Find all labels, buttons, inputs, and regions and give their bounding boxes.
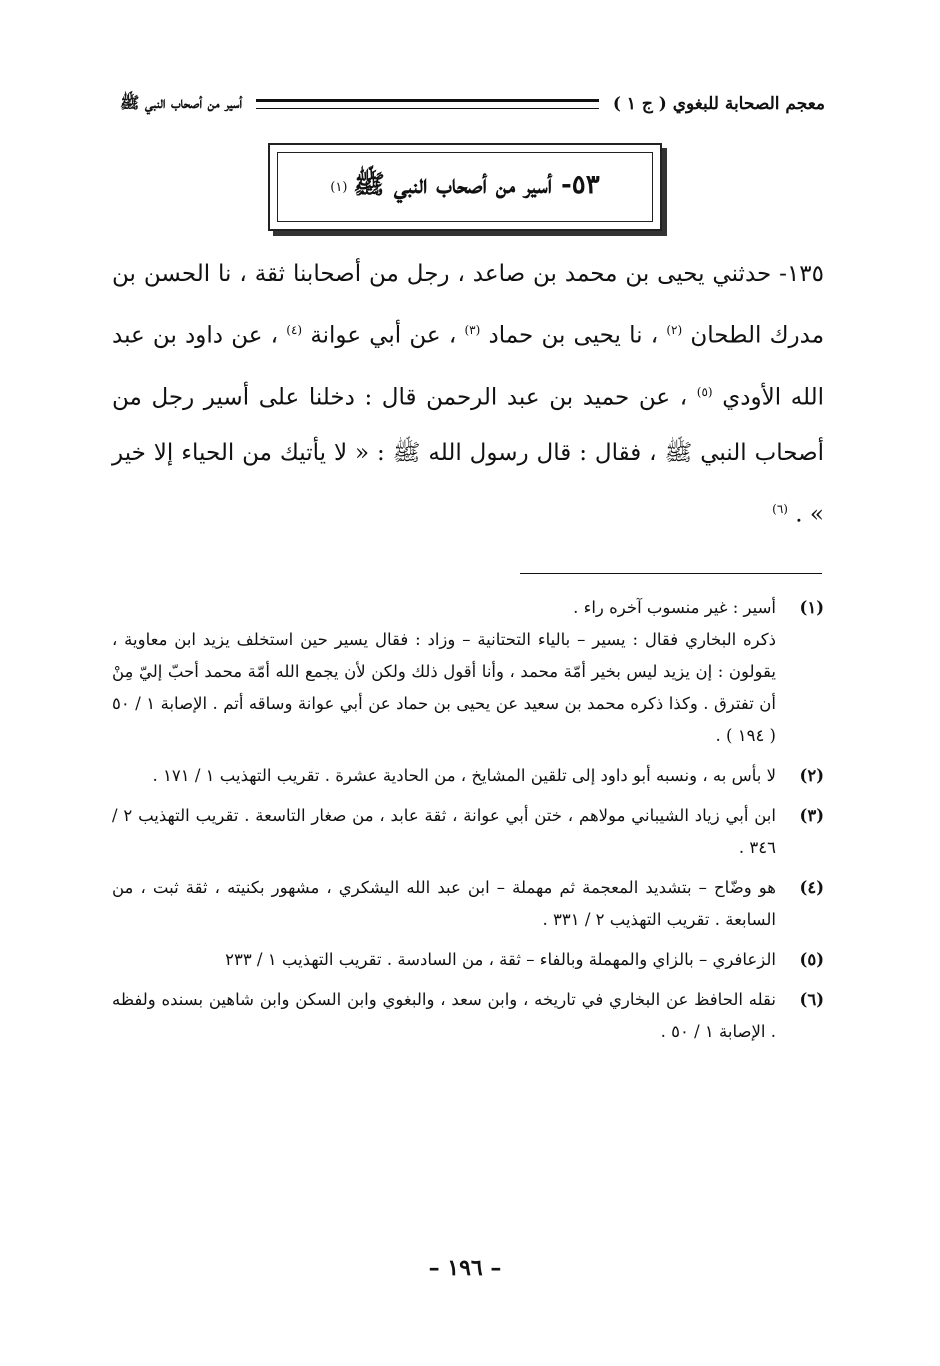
chapter-title: أسير من أصحاب النبي ﷺ — [120, 92, 243, 112]
running-header — [120, 88, 825, 120]
hadith-part-2: ، نا يحيى بن حماد — [488, 322, 659, 349]
hadith-text — [112, 246, 824, 543]
footnote-ref-5: (٥) — [696, 384, 713, 399]
hadith-part-4: ، عن داود بن عبد الله الأودي — [112, 322, 825, 411]
page-number: – ١٩٦ – — [428, 1255, 502, 1281]
footnote-number: (٤) — [799, 878, 824, 897]
footnote — [112, 944, 824, 976]
footnote-ref-4: (٤) — [286, 323, 303, 337]
header-rule — [256, 99, 599, 109]
footnote-number: (٣) — [799, 806, 824, 825]
entry-title-box — [268, 143, 662, 231]
footnote — [112, 592, 824, 752]
footnote-text: ذكره البخاري فقال : يسير – بالياء التحتانية – وزاد : فقال يسير حين استخلف يزيد ابن معاوية ، يقولون : إن يزيد ليس بخير أمّة محمد ، وأنا أقول ذلك ولكن لأن يجمع الله أمّة محمد أحبّ إليّ مِنْ أن تفترق . وكذا ذكره محمد بن سعيد عن يحيى بن حماد عن أبي عوانة وساقه أتم . الإصابة ١ / ٥٠ ( ١٩٤ ) . — [112, 630, 776, 745]
footnote-ref-3: (٣) — [464, 323, 481, 337]
footnote-text: الزعافري – بالزاي والمهملة وبالفاء – ثقة ، من السادسة . تقريب التهذيب ١ / ٢٣٣ — [225, 950, 776, 969]
footnote — [112, 760, 824, 792]
hadith-part-5: ، عن حميد بن عبد الرحمن قال : دخلنا على أسير رجل من أصحاب النبي ﷺ ، فقال : قال رسول الله ﷺ : « لا يأتيك من الحياء إلا خير » . — [112, 384, 824, 528]
entry-title: ٥٣- أسير من أصحاب النبي ﷺ — [353, 170, 600, 200]
footnote-text: هو وضّاح – بتشديد المعجمة ثم مهملة – ابن عبد الله اليشكري ، مشهور بكنيته ، ثقة ثبت ، من السابعة . تقريب التهذيب ٢ / ٣٣١ . — [112, 878, 776, 929]
entry-title-frame — [277, 152, 653, 222]
footnote-text: ابن أبي زياد الشيباني مولاهم ، ختن أبي عوانة ، ثقة عابد ، من صغار التاسعة . تقريب التهذيب ٢ / ٣٤٦ . — [112, 806, 776, 857]
footnote-ref-6: (٦) — [772, 502, 788, 517]
footnote — [112, 984, 824, 1048]
footnote-text: لا بأس به ، ونسبه أبو داود إلى تلقين المشايخ ، من الحادية عشرة . تقريب التهذيب ١ / ١٧١ . — [152, 766, 776, 785]
footnote-text: أسير : غير منسوب آخره راء . — [573, 598, 776, 617]
hadith-part-3: ، عن أبي عوانة — [310, 322, 457, 349]
book-title: معجم الصحابة للبغوي ( ج ١ ) — [612, 94, 825, 114]
footnote-number: (٢) — [799, 766, 824, 785]
hadith-part-1: ١٣٥- حدثني يحيى بن محمد بن صاعد ، رجل من أصحابنا ثقة ، نا الحسن بن مدرك الطحان — [112, 261, 825, 349]
footnote-text: نقله الحافظ عن البخاري في تاريخه ، وابن سعد ، والبغوي وابن السكن وابن شاهين بسنده ولفظه . الإصابة ١ / ٥٠ . — [112, 990, 776, 1041]
footnote-separator — [520, 573, 822, 574]
footnote-number: (١) — [799, 598, 824, 617]
footnote — [112, 872, 824, 936]
footnotes — [112, 592, 824, 1056]
footnote-number: (٥) — [799, 950, 824, 969]
footnote-number: (٦) — [799, 990, 824, 1009]
footnote-ref-2: (٢) — [666, 323, 683, 337]
entry-title-footnote-ref: (١) — [330, 179, 348, 195]
footnote — [112, 800, 824, 864]
